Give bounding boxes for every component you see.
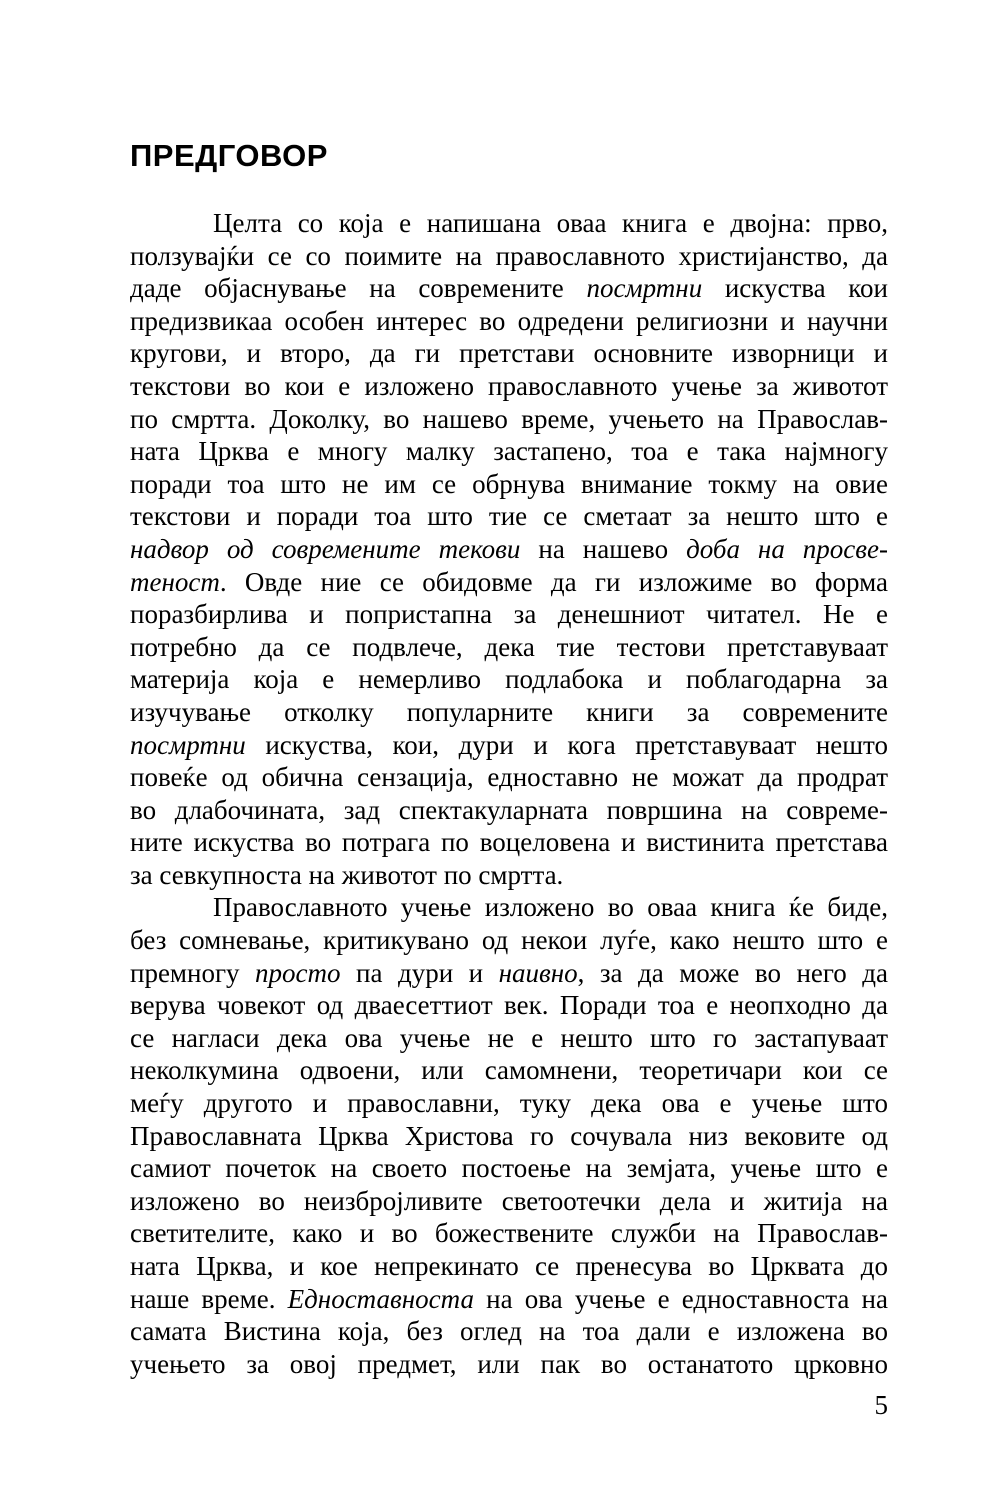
text-run: поразбирлива и попристапна за денешниот читател. Не е (130, 599, 888, 630)
italic-run: доба на просве- (686, 533, 888, 564)
text-line (130, 1054, 888, 1087)
text-line (130, 794, 888, 827)
text-run: даде објаснување на современите (130, 273, 587, 304)
text-run: меѓу другото и православни, туку дека ова е учење што (130, 1088, 888, 1119)
text-run: предизвикаа особен интерес во одредени религиозни и научни (130, 305, 888, 336)
text-run: светителите, како и во божествените служби на Православ- (130, 1218, 888, 1249)
text-line (130, 859, 888, 892)
text-line (130, 957, 888, 990)
text-line (130, 1315, 888, 1348)
text-run: во длабочината, зад спектакуларната површина на совреме- (130, 794, 888, 825)
text-run: Православното учење изложено во оваа книга ќе биде, (213, 892, 888, 923)
italic-run: посмртни (130, 729, 246, 760)
text-line (130, 403, 888, 436)
text-line (130, 272, 888, 305)
text-run: па дури и (340, 957, 499, 988)
text-block (130, 138, 888, 1380)
text-line (130, 468, 888, 501)
text-run: ната Црква е многу малку застапено, тоа е така најмногу (130, 436, 888, 467)
italic-run: просто (255, 957, 341, 988)
italic-run: посмртни (586, 273, 703, 304)
text-line (130, 826, 888, 859)
text-run: премногу (130, 957, 256, 988)
text-run: наше време. (130, 1283, 288, 1314)
text-run: . Овде ние се обидовме да ги изложиме во форма (219, 566, 888, 597)
body-text (130, 207, 888, 1380)
text-line (130, 337, 888, 370)
text-run: изучување отколку популарните книги за современите (130, 696, 888, 727)
text-line (130, 1250, 888, 1283)
text-line (130, 696, 888, 729)
text-run: материја која е немерливо подлабока и поблагодарна за (130, 664, 888, 695)
italic-run: наивно (498, 957, 578, 988)
text-run: самиот почеток на своето постоење на земјата, учење што е (130, 1153, 888, 1184)
text-line (130, 240, 888, 273)
italic-run: Едноставноста (287, 1283, 474, 1314)
text-line (130, 924, 888, 957)
text-line (130, 370, 888, 403)
text-line (130, 729, 888, 762)
text-run: искуства кои (702, 273, 888, 304)
text-line (130, 500, 888, 533)
text-line (130, 631, 888, 664)
text-line (130, 435, 888, 468)
text-run: на ова учење е едноставноста на (473, 1283, 888, 1314)
text-run: потребно да се подвлече, дека тие тестови претставуваат (130, 631, 888, 662)
text-run: ползувајќи се со поимите на православното христијанство, да (130, 240, 888, 271)
text-run: без сомневање, критикувано од некои луѓе, како нешто што е (130, 925, 888, 956)
italic-run: надвор од современите текови (130, 533, 521, 564)
text-run: самата Вистина која, без оглед на тоа дали е изложена во (130, 1316, 888, 1347)
text-run: се нагласи дека ова учење не е нешто што го застапуваат (130, 1022, 888, 1053)
text-line (130, 1152, 888, 1185)
text-run: поради тоа што не им се обрнува внимание токму на овие (130, 468, 888, 499)
text-run: кругови, и второ, да ги претстави основните изворници и (130, 338, 888, 369)
text-run: Целта со која е напишана оваа книга е двојна: прво, (213, 208, 888, 238)
page-number: 5 (874, 1390, 888, 1420)
text-run: Православната Црква Христова го сочувала низ вековите од (130, 1120, 888, 1151)
page-title: ПРЕДГОВОР (130, 138, 328, 173)
text-line (130, 1283, 888, 1316)
text-run: за севкупноста на животот по смртта. (130, 859, 564, 890)
text-line (130, 891, 888, 924)
text-run: текстови и поради тоа што тие се сметаат за нешто што е (130, 501, 888, 532)
text-line (130, 533, 888, 566)
italic-run: теност (130, 566, 220, 597)
text-run: ните искуства во потрага по воцеловена и вистинита претстава (130, 827, 888, 858)
text-run: ната Црква, и кое непрекинато се пренесува во Црквата до (130, 1251, 888, 1281)
text-line (130, 1120, 888, 1153)
text-line (130, 207, 888, 240)
text-run: искуства, кои, дури и кога претставуваат нешто (245, 729, 888, 760)
text-run: неколкумина одвоени, или самомнени, теоретичари кои се (130, 1055, 888, 1086)
text-line (130, 1022, 888, 1055)
text-line (130, 663, 888, 696)
text-run: верува човекот од дваесеттиот век. Поради тоа е неопходно да (130, 990, 888, 1021)
text-line (130, 761, 888, 794)
text-run: изложено во неизбројливите светоотечки дела и житија на (130, 1185, 888, 1216)
text-line (130, 598, 888, 631)
text-run: , за да може во него да (577, 957, 888, 988)
text-line (130, 1185, 888, 1218)
text-line (130, 989, 888, 1022)
text-run: учењето за овој предмет, или пак во останатото црковно (130, 1348, 888, 1379)
text-run: повеќе од обична сензација, едноставно не можат да продрат (130, 762, 888, 793)
text-line (130, 1087, 888, 1120)
text-run: на нашево (520, 533, 687, 564)
text-line (130, 566, 888, 599)
text-line (130, 305, 888, 338)
text-line (130, 1348, 888, 1381)
text-run: по смртта. Доколку, во нашево време, учењето на Православ- (130, 403, 888, 434)
text-run: текстови во кои е изложено православното учење за животот (130, 370, 888, 401)
text-line (130, 1217, 888, 1250)
